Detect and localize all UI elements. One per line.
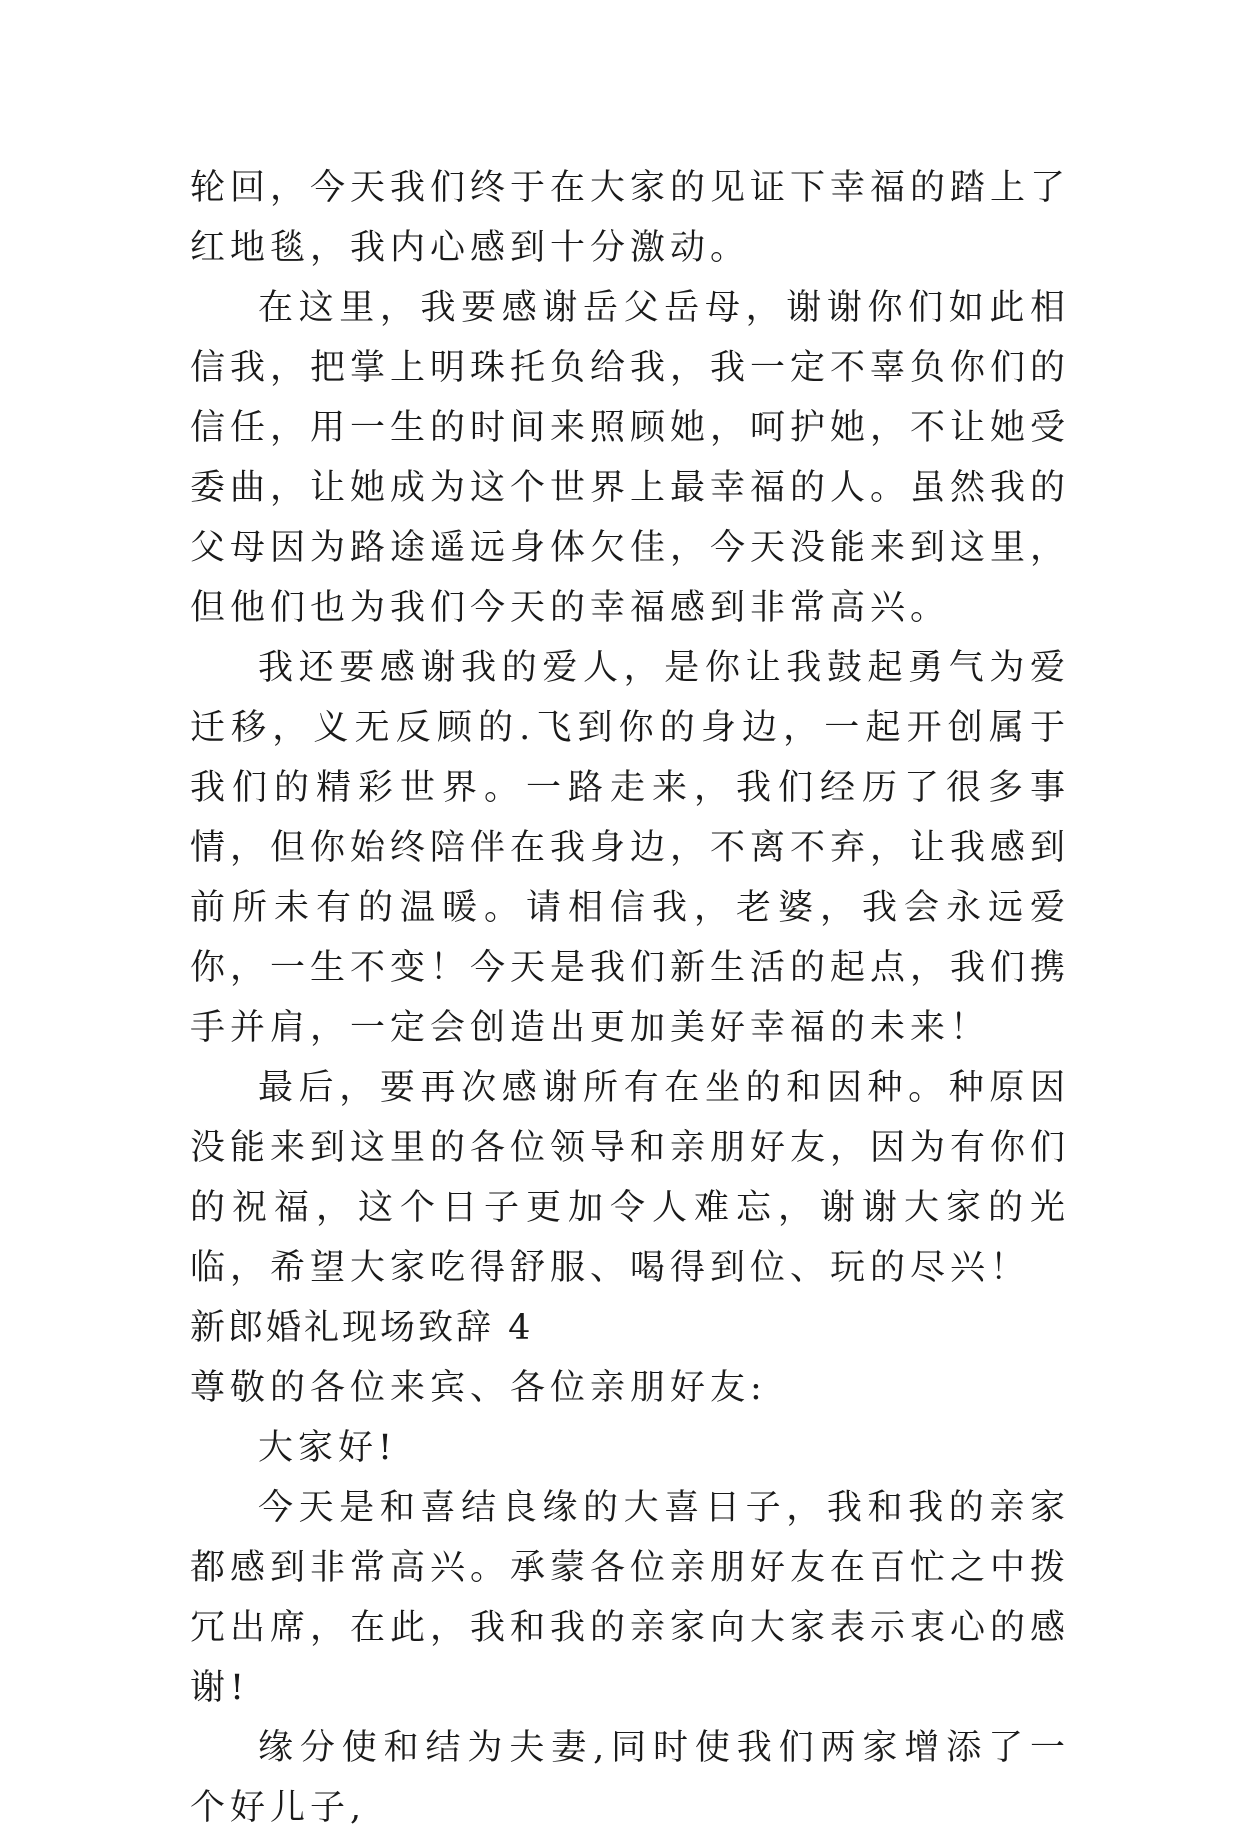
greeting: 大家好! <box>258 1428 398 1468</box>
paragraph: 缘分使和结为夫妻,同时使我们两家增添了一个好儿子, <box>190 1728 1070 1828</box>
paragraph: 今天是和喜结良缘的大喜日子，我和我的亲家都感到非常高兴。承蒙各位亲朋好友在百忙之中拨冗出席，在此，我和我的亲家向大家表示衷心的感谢! <box>190 1488 1071 1708</box>
paragraph: 在这里，我要感谢岳父岳母，谢谢你们如此相信我，把掌上明珠托负给我，我一定不辜负你们的信任，用一生的时间来照顾她，呵护她，不让她受委曲，让她成为这个世界上最幸福的人。虽然我的父母因为路途遥远身体欠佳，今天没能来到这里，但他们也为我们今天的幸福感到非常高兴。 <box>190 288 1071 628</box>
paragraph: 我还要感谢我的爱人，是你让我鼓起勇气为爱迁移，义无反顾的.飞到你的身边，一起开创属于我们的精彩世界。一路走来，我们经历了很多事情，但你始终陪伴在我身边，不离不弃，让我感到前所未有的温暖。请相信我，老婆，我会永远爱你，一生不变！今天是我们新生活的起点，我们携手并肩，一定会创造出更加美好幸福的未来！ <box>190 648 1071 1048</box>
section-title: 新郎婚礼现场致辞 4 <box>190 1308 534 1348</box>
paragraph: 最后，要再次感谢所有在坐的和因种。种原因没能来到这里的各位领导和亲朋好友，因为有你们的祝福，这个日子更加令人难忘，谢谢大家的光临，希望大家吃得舒服、喝得到位、玩的尽兴！ <box>190 1068 1071 1288</box>
paragraph: 轮回，今天我们终于在大家的见证下幸福的踏上了红地毯，我内心感到十分激动。 <box>190 168 1071 268</box>
document-body <box>190 158 1070 1838</box>
salutation: 尊敬的各位来宾、各位亲朋好友: <box>190 1368 767 1408</box>
